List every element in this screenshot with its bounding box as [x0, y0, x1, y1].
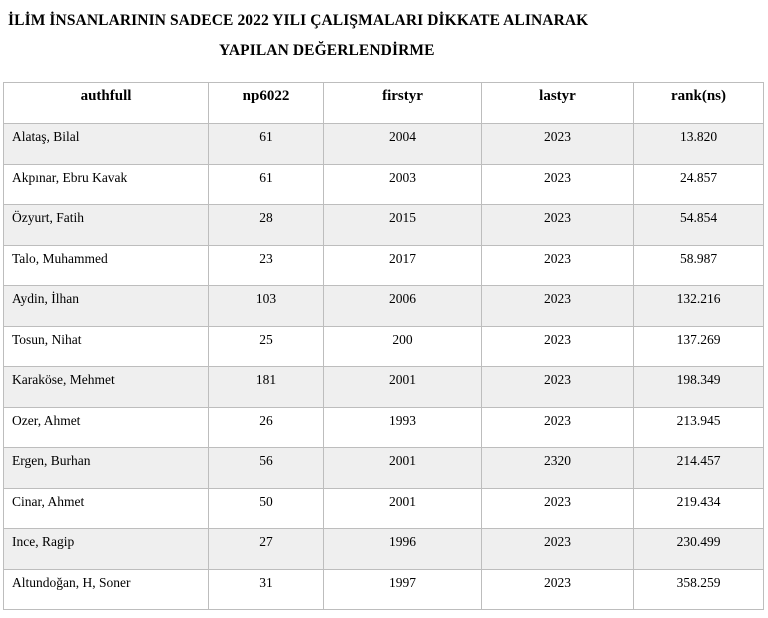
cell-firstyr: 2001 [324, 448, 482, 489]
cell-rank: 54.854 [634, 205, 764, 246]
table-row [4, 367, 764, 408]
cell-firstyr: 1996 [324, 529, 482, 570]
cell-lastyr: 2023 [482, 164, 634, 205]
table-body [4, 124, 764, 610]
cell-np6022: 23 [209, 245, 324, 286]
cell-rank: 198.349 [634, 367, 764, 408]
table-row [4, 407, 764, 448]
cell-lastyr: 2023 [482, 569, 634, 610]
cell-rank: 214.457 [634, 448, 764, 489]
cell-firstyr: 2015 [324, 205, 482, 246]
cell-rank: 132.216 [634, 286, 764, 327]
cell-authfull: Karaköse, Mehmet [4, 367, 209, 408]
cell-rank: 213.945 [634, 407, 764, 448]
document-title [0, 6, 768, 66]
cell-rank: 13.820 [634, 124, 764, 165]
cell-lastyr: 2023 [482, 407, 634, 448]
cell-np6022: 26 [209, 407, 324, 448]
cell-authfull: Özyurt, Fatih [4, 205, 209, 246]
header-authfull: authfull [4, 83, 209, 124]
cell-rank: 58.987 [634, 245, 764, 286]
cell-np6022: 50 [209, 488, 324, 529]
cell-firstyr: 1997 [324, 569, 482, 610]
table-header [4, 83, 764, 124]
cell-rank: 230.499 [634, 529, 764, 570]
cell-authfull: Cinar, Ahmet [4, 488, 209, 529]
cell-firstyr: 2001 [324, 488, 482, 529]
cell-lastyr: 2023 [482, 488, 634, 529]
cell-firstyr: 2006 [324, 286, 482, 327]
table-row [4, 205, 764, 246]
cell-lastyr: 2023 [482, 367, 634, 408]
cell-authfull: Ince, Ragip [4, 529, 209, 570]
header-row [4, 83, 764, 124]
cell-np6022: 61 [209, 164, 324, 205]
cell-np6022: 103 [209, 286, 324, 327]
header-lastyr: lastyr [482, 83, 634, 124]
cell-firstyr: 1993 [324, 407, 482, 448]
cell-lastyr: 2023 [482, 205, 634, 246]
table-row [4, 488, 764, 529]
cell-authfull: Ozer, Ahmet [4, 407, 209, 448]
cell-lastyr: 2320 [482, 448, 634, 489]
table-row [4, 245, 764, 286]
table-row [4, 569, 764, 610]
header-np6022: np6022 [209, 83, 324, 124]
table-row [4, 529, 764, 570]
cell-np6022: 181 [209, 367, 324, 408]
cell-authfull: Aydin, İlhan [4, 286, 209, 327]
cell-firstyr: 2004 [324, 124, 482, 165]
cell-lastyr: 2023 [482, 286, 634, 327]
cell-authfull: Ergen, Burhan [4, 448, 209, 489]
cell-rank: 137.269 [634, 326, 764, 367]
cell-authfull: Alataş, Bilal [4, 124, 209, 165]
cell-np6022: 56 [209, 448, 324, 489]
table-row [4, 448, 764, 489]
cell-np6022: 61 [209, 124, 324, 165]
cell-firstyr: 2017 [324, 245, 482, 286]
cell-authfull: Talo, Muhammed [4, 245, 209, 286]
header-rank: rank(ns) [634, 83, 764, 124]
cell-authfull: Tosun, Nihat [4, 326, 209, 367]
cell-np6022: 25 [209, 326, 324, 367]
researcher-ranking-table [3, 82, 764, 610]
table-row [4, 124, 764, 165]
cell-np6022: 28 [209, 205, 324, 246]
header-firstyr: firstyr [324, 83, 482, 124]
cell-rank: 24.857 [634, 164, 764, 205]
cell-lastyr: 2023 [482, 529, 634, 570]
cell-firstyr: 200 [324, 326, 482, 367]
title-line-1: İLİM İNSANLARININ SADECE 2022 YILI ÇALIŞMALARI DİKKATE ALINARAK [8, 12, 589, 29]
cell-authfull: Altundoğan, H, Soner [4, 569, 209, 610]
cell-firstyr: 2001 [324, 367, 482, 408]
title-line-2: YAPILAN DEĞERLENDİRME [219, 42, 435, 59]
cell-lastyr: 2023 [482, 245, 634, 286]
cell-rank: 219.434 [634, 488, 764, 529]
table-row [4, 286, 764, 327]
cell-np6022: 27 [209, 529, 324, 570]
cell-np6022: 31 [209, 569, 324, 610]
cell-lastyr: 2023 [482, 326, 634, 367]
table-row [4, 164, 764, 205]
cell-lastyr: 2023 [482, 124, 634, 165]
cell-rank: 358.259 [634, 569, 764, 610]
cell-firstyr: 2003 [324, 164, 482, 205]
cell-authfull: Akpınar, Ebru Kavak [4, 164, 209, 205]
table-row [4, 326, 764, 367]
